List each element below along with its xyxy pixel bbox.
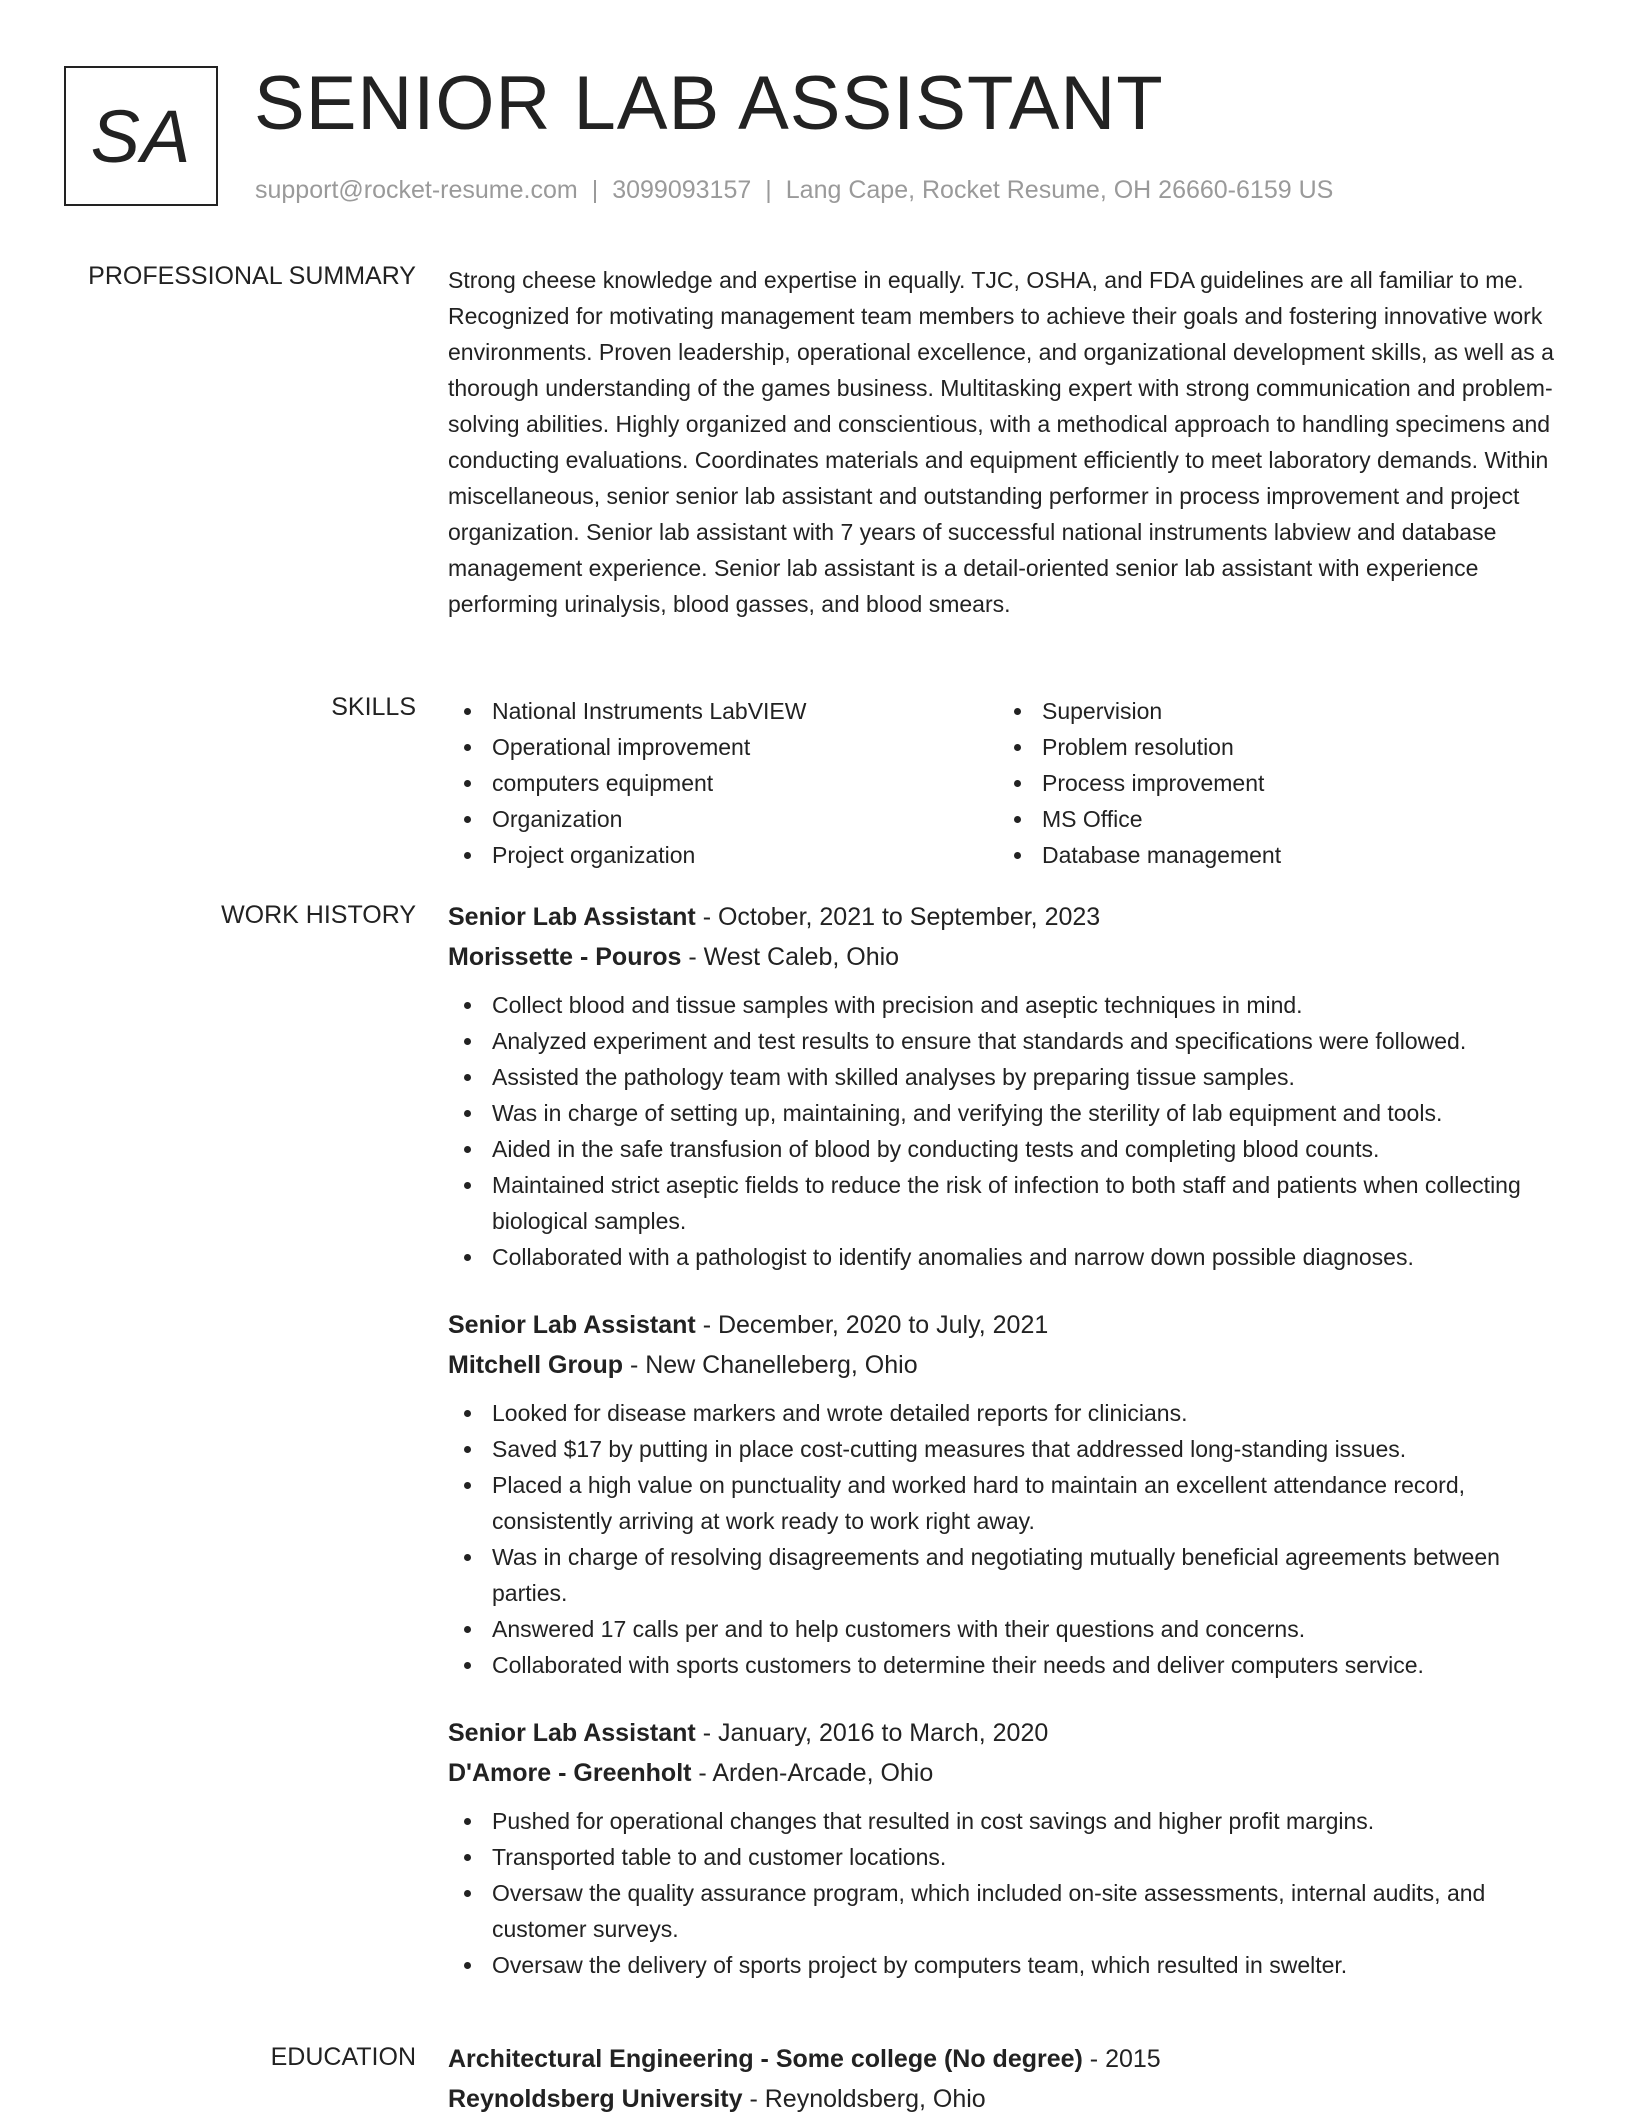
job-bullet: Oversaw the delivery of sports project by computers team, which resulted in swelter. [448,1947,1564,1983]
job-location: - Arden-Arcade, Ohio [691,1759,934,1787]
education-school: Reynoldsberg University [448,2085,743,2113]
job-company: D'Amore - Greenholt [448,1759,692,1787]
summary-label: PROFESSIONAL SUMMARY [88,262,416,290]
skill-item: Operational improvement [448,729,998,765]
work-history-content [448,897,1564,1983]
job-bullet: Pushed for operational changes that resulted in cost savings and higher profit margins. [448,1803,1564,1839]
job-location: - New Chanelleberg, Ohio [623,1351,918,1379]
monogram-box: SA [64,66,218,206]
contact-separator: | [765,176,772,204]
skills-column-left [448,693,998,873]
job-bullets [448,1395,1564,1683]
job-title: Senior Lab Assistant [448,903,696,931]
job-dates: - December, 2020 to July, 2021 [695,1311,1049,1339]
skill-item: Process improvement [998,765,1548,801]
job-bullet: Analyzed experiment and test results to ensure that standards and specifications were followed. [448,1023,1564,1059]
job-bullet: Transported table to and customer locations. [448,1839,1564,1875]
job-title: Senior Lab Assistant [448,1719,696,1747]
education-degree: Architectural Engineering - Some college (No degree) [448,2045,1083,2073]
skill-item: Problem resolution [998,729,1548,765]
contact-separator: | [591,176,599,204]
skill-item: Supervision [998,693,1548,729]
education-year: - 2015 [1082,2045,1161,2073]
job-bullet: Was in charge of resolving disagreements and negotiating mutually beneficial agreements between parties. [448,1539,1564,1611]
education-content [448,2039,1564,2119]
contact-phone[interactable]: 3099093157 [612,176,752,204]
job-bullet: Aided in the safe transfusion of blood by conducting tests and completing blood counts. [448,1131,1564,1167]
job-dates: - October, 2021 to September, 2023 [695,903,1101,931]
contact-address: Lang Cape, Rocket Resume, OH 26660-6159 US [785,176,1334,204]
skills-label: SKILLS [331,693,416,721]
job-bullet: Collect blood and tissue samples with precision and aseptic techniques in mind. [448,987,1564,1023]
contact-line [255,176,1333,205]
resume-header [64,61,1564,216]
job-bullet: Placed a high value on punctuality and worked hard to maintain an excellent attendance record, consistently arriving at work ready to work right away. [448,1467,1564,1539]
job-bullet: Assisted the pathology team with skilled analyses by preparing tissue samples. [448,1059,1564,1095]
summary-content [448,262,1564,622]
job-bullet: Looked for disease markers and wrote detailed reports for clinicians. [448,1395,1564,1431]
summary-text: Strong cheese knowledge and expertise in equally. TJC, OSHA, and FDA guidelines are all familiar to me. Recognized for motivating management team members to achieve their goals and fostering innovative work environments. Proven leadership, operational excellence, and organizational development skills, as well as a thorough understanding of the games business. Multitasking expert with strong communication and problem-solving abilities. Highly organized and conscientious, with a methodical approach to handling specimens and conducting evaluations. Coordinates materials and equipment efficiently to meet laboratory demands. Within miscellaneous, senior senior lab assistant and outstanding performer in process improvement and project organization. Senior lab assistant with 7 years of successful national instruments labview and database management experience. Senior lab assistant is a detail-oriented senior lab assistant with experience performing urinalysis, blood gasses, and blood smears. [448,267,1554,617]
contact-email[interactable]: support@rocket-resume.com [255,176,578,204]
job-company-line [448,1345,1564,1385]
skill-item: Organization [448,801,998,837]
job-bullet: Answered 17 calls per and to help customers with their questions and concerns. [448,1611,1564,1647]
skill-item: Database management [998,837,1548,873]
job-company: Mitchell Group [448,1351,623,1379]
education-degree-line [448,2039,1564,2079]
job-title: Senior Lab Assistant [448,1311,696,1339]
job-bullet: Oversaw the quality assurance program, which included on-site assessments, internal audits, and customer surveys. [448,1875,1564,1947]
job-entry [448,1305,1564,1683]
skill-item: MS Office [998,801,1548,837]
job-company-line [448,1753,1564,1793]
job-bullet: Collaborated with a pathologist to identify anomalies and narrow down possible diagnoses. [448,1239,1564,1275]
job-title-line [448,897,1564,937]
job-entry [448,897,1564,1275]
job-bullets [448,1803,1564,1983]
job-location: - West Caleb, Ohio [681,943,900,971]
skills-list [448,693,1564,873]
job-title-line [448,1305,1564,1345]
skill-item: computers equipment [448,765,998,801]
job-title-line [448,1713,1564,1753]
work-history-label: WORK HISTORY [221,901,416,929]
skill-item: Project organization [448,837,998,873]
job-bullet: Maintained strict aseptic fields to reduce the risk of infection to both staff and patients when collecting biological samples. [448,1167,1564,1239]
skills-column-right [998,693,1548,873]
education-school-line [448,2079,1564,2119]
job-dates: - January, 2016 to March, 2020 [695,1719,1049,1747]
education-label: EDUCATION [270,2043,416,2071]
job-bullet: Saved $17 by putting in place cost-cutting measures that addressed long-standing issues. [448,1431,1564,1467]
job-bullet: Was in charge of setting up, maintaining, and verifying the sterility of lab equipment and tools. [448,1095,1564,1131]
job-bullet: Collaborated with sports customers to determine their needs and deliver computers service. [448,1647,1564,1683]
education-location: - Reynoldsberg, Ohio [742,2085,986,2113]
job-company-line [448,937,1564,977]
job-company: Morissette - Pouros [448,943,682,971]
job-bullets [448,987,1564,1275]
skill-item: National Instruments LabVIEW [448,693,998,729]
job-entry [448,1713,1564,1983]
resume-title: SENIOR LAB ASSISTANT [254,61,1164,146]
